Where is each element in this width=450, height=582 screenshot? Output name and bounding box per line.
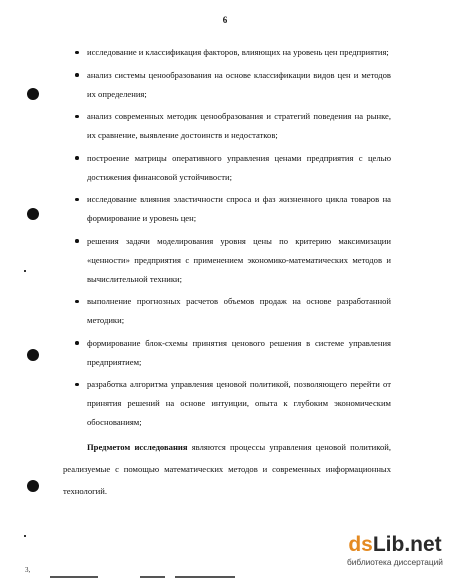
- list-item-text: анализ системы ценообразования на основе классификации видов цен и методов их определения;: [87, 69, 391, 99]
- scan-speck: [24, 535, 26, 537]
- list-item: [63, 107, 391, 145]
- list-item: [63, 292, 391, 330]
- list-item-text: исследование и классификация факторов, влияющих на уровень цен предприятия;: [87, 47, 389, 57]
- bullet-icon: [75, 73, 79, 77]
- scan-speck: [24, 270, 26, 272]
- dslib-watermark[interactable]: [345, 533, 445, 573]
- bullet-icon: [75, 51, 79, 55]
- scan-line: [140, 576, 165, 578]
- logo-subtitle: библиотека диссертаций: [347, 557, 443, 567]
- punch-hole: [27, 349, 39, 361]
- dslib-logo: [345, 533, 445, 557]
- list-item: [63, 375, 391, 432]
- punch-hole: [27, 480, 39, 492]
- document-body: [63, 43, 391, 511]
- logo-ds-text: ds: [348, 533, 373, 556]
- bullet-icon: [75, 239, 79, 243]
- subject-paragraph: [63, 436, 391, 502]
- list-item: [63, 66, 391, 104]
- page-number: 6: [222, 15, 228, 25]
- list-item: [63, 149, 391, 187]
- bullet-icon: [75, 115, 79, 119]
- corner-mark: 3,: [25, 566, 31, 574]
- list-item: [63, 334, 391, 372]
- punch-hole: [27, 208, 39, 220]
- logo-lib-text: Lib.net: [372, 533, 442, 556]
- list-item-text: построение матрицы оперативного управления ценами предприятия с целью достижения финансовой устойчивости;: [87, 152, 391, 182]
- bullet-icon: [75, 341, 79, 345]
- list-item-text: исследование влияния эластичности спроса и фаз жизненного цикла товаров на формирование и уровень цен;: [87, 194, 391, 223]
- bullet-icon: [75, 300, 79, 304]
- list-item: [63, 190, 391, 228]
- list-item-text: решения задачи моделирования уровня цены по критерию максимизации «ценности» предприятия с применением экономико-математических методов и вычислительной техники;: [87, 235, 391, 284]
- subject-text: являются процессы управления ценовой политикой, реализуемые с помощью математических методов и современных информационных технологий.: [63, 442, 391, 496]
- list-item-text: выполнение прогнозных расчетов объемов продаж на основе разработанной методики;: [87, 296, 391, 325]
- bullet-icon: [75, 198, 79, 202]
- list-item-text: анализ современных методик ценообразования и стратегий поведения на рынке, их сравнение, выявление достоинств и недостатков;: [87, 111, 391, 140]
- scan-line: [50, 576, 98, 578]
- subject-lead: Предметом исследования: [87, 442, 188, 452]
- bullet-icon: [75, 156, 79, 160]
- scan-line: [175, 576, 235, 578]
- punch-hole: [27, 88, 39, 100]
- list-item: [63, 232, 391, 289]
- list-item-text: разработка алгоритма управления ценовой политикой, позволяющего перейти от принятия решений на основе интуиции, опыта к глубоким экономическим обоснованиям;: [87, 379, 391, 427]
- list-item-text: формирование блок-схемы принятия ценового решения в системе управления предприятием;: [87, 337, 391, 367]
- bullet-icon: [75, 383, 79, 387]
- list-item: [63, 43, 391, 62]
